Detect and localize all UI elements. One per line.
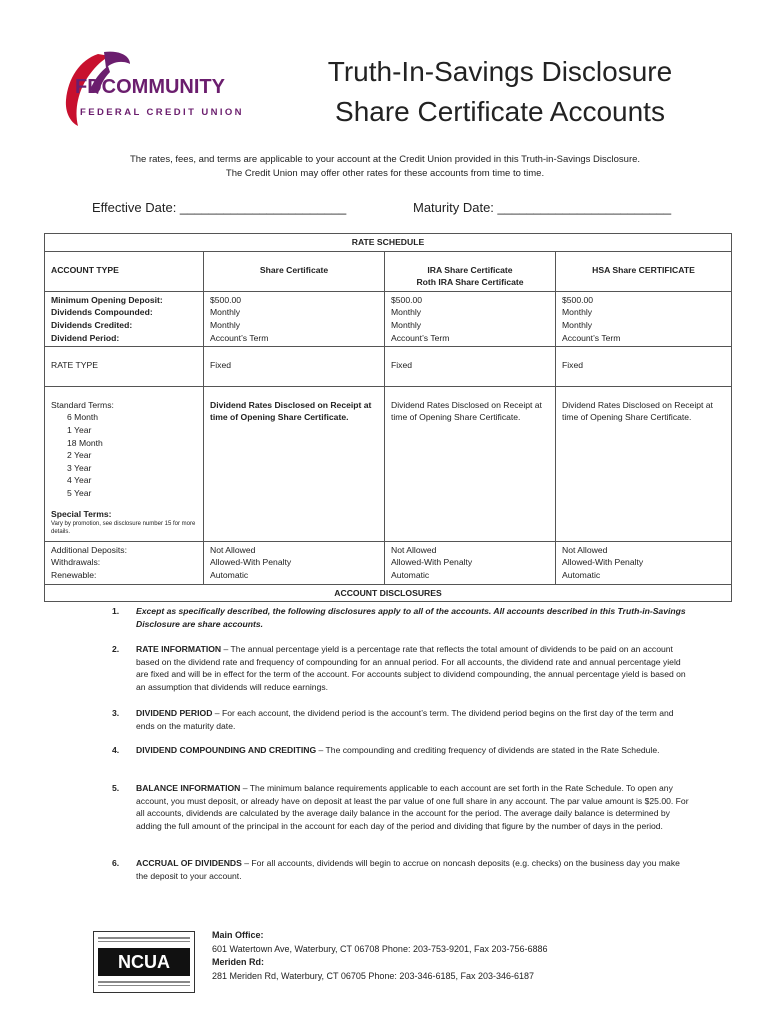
hsa-compounded: Monthly xyxy=(562,307,593,318)
col-ira-line-1: IRA Share Certificate xyxy=(427,264,513,275)
account-type-label: ACCOUNT TYPE xyxy=(45,251,204,291)
rate-type-label: RATE TYPE xyxy=(45,347,204,387)
ncua-logo-text: NCUA xyxy=(98,948,190,976)
main-office-label: Main Office: xyxy=(212,930,264,940)
standard-terms-cell xyxy=(45,386,204,541)
disclosure-number: 3. xyxy=(112,708,120,718)
col-hsa-certificate: HSA Share CERTIFICATE xyxy=(556,251,732,291)
ira-period: Account’s Term xyxy=(391,332,450,343)
disclosure-heading: BALANCE INFORMATION xyxy=(136,783,241,793)
hsa-renewable: Automatic xyxy=(562,569,601,580)
intro-text xyxy=(40,153,730,181)
compounded-label: Dividends Compounded: xyxy=(51,307,153,318)
disclosure-number: 4. xyxy=(112,745,120,755)
standard-terms-label: Standard Terms: xyxy=(51,399,114,410)
ira-compounded: Monthly xyxy=(391,307,422,318)
credited-label: Dividends Credited: xyxy=(51,319,133,330)
hsa-terms-values xyxy=(556,291,732,346)
min-deposit-label: Minimum Opening Deposit: xyxy=(51,294,163,305)
share-compounded: Monthly xyxy=(210,307,241,318)
renewable-label: Renewable: xyxy=(51,569,97,580)
disclosure-number: 5. xyxy=(112,783,120,793)
page-title xyxy=(300,52,700,132)
disclosure-text xyxy=(136,744,692,757)
office-addresses xyxy=(212,929,548,983)
disclosure-item-1 xyxy=(112,605,692,633)
table-row xyxy=(45,234,732,252)
term-item: 5 Year xyxy=(67,487,92,498)
rate-schedule-title: RATE SCHEDULE xyxy=(45,234,732,252)
ncua-badge xyxy=(93,931,195,993)
share-renewable: Automatic xyxy=(210,569,249,580)
disclosure-body: – For all accounts, dividends will begin to accrue on noncash deposits (e.g. checks) on the business day you make the deposit to your account. xyxy=(136,858,680,881)
ira-min-deposit: $500.00 xyxy=(391,294,423,305)
hsa-min-deposit: $500.00 xyxy=(562,294,594,305)
term-item: 2 Year xyxy=(67,450,92,461)
meriden-address: 281 Meriden Rd, Waterbury, CT 06705 Phone: 203-346-6185, Fax 203-346-6187 xyxy=(212,970,535,981)
share-min-deposit: $500.00 xyxy=(210,294,242,305)
hsa-credited: Monthly xyxy=(562,319,593,330)
disclosure-text xyxy=(136,707,692,732)
terms-labels xyxy=(45,291,204,346)
disclosure-heading: RATE INFORMATION xyxy=(136,644,222,654)
disclosure-body: – The annual percentage yield is a percentage rate that reflects the total amount of dividends to be paid on an account based on the dividend rate and frequency of compounding for an annual period. For all accounts, the dividend rate and annual percentage yield are fixed and will be in effect for the term of the account. For accounts subject to dividend compounding, the annual percentage yield is based on an assumption that dividends will reduce earnings. xyxy=(136,644,686,692)
logo-wordmark: FDCOMMUNITY xyxy=(75,76,225,98)
ncua-fine-print-bottom xyxy=(98,979,190,989)
table-row xyxy=(45,251,732,291)
account-disclosures-title: ACCOUNT DISCLOSURES xyxy=(45,584,732,602)
term-item: 3 Year xyxy=(67,462,92,473)
table-row xyxy=(45,584,732,602)
disclosure-item-2 xyxy=(112,643,692,698)
logo-subtitle: FEDERAL CREDIT UNION xyxy=(80,107,244,118)
disclosure-body: – The compounding and crediting frequency of dividends are stated in the Rate Schedule. xyxy=(316,745,660,755)
disclosure-text xyxy=(136,782,692,832)
main-office-address: 601 Watertown Ave, Waterbury, CT 06708 Phone: 203-753-9201, Fax 203-756-6886 xyxy=(212,943,548,954)
rate-type-share: Fixed xyxy=(204,347,385,387)
feature-hsa xyxy=(556,541,732,584)
ira-withdrawals: Allowed-With Penalty xyxy=(391,557,473,568)
share-additional-deposits: Not Allowed xyxy=(210,544,256,555)
maturity-date-field: Maturity Date: ________________________ xyxy=(413,200,672,215)
meriden-label: Meriden Rd: xyxy=(212,957,265,967)
hsa-additional-deposits: Not Allowed xyxy=(562,544,608,555)
withdrawals-label: Withdrawals: xyxy=(51,557,101,568)
disclosure-heading: ACCRUAL OF DIVIDENDS xyxy=(136,858,242,868)
ira-additional-deposits: Not Allowed xyxy=(391,544,437,555)
disclosure-text xyxy=(136,643,692,693)
table-row xyxy=(45,347,732,387)
dividend-note-ira: Dividend Rates Disclosed on Receipt at time of Opening Share Certificate. xyxy=(385,386,556,541)
disclosure-text: Except as specifically described, the following disclosures apply to all of the accounts. All accounts described in this Truth-in-Savings Disclosure are share accounts. xyxy=(136,606,686,629)
disclosure-item-3 xyxy=(112,707,692,735)
title-line-2: Share Certificate Accounts xyxy=(335,96,665,127)
additional-deposits-label: Additional Deposits: xyxy=(51,544,127,555)
disclosure-text xyxy=(136,857,692,882)
col-ira-line-2: Roth IRA Share Certificate xyxy=(416,277,524,288)
share-credited: Monthly xyxy=(210,319,241,330)
disclosure-item-6 xyxy=(112,857,692,885)
ira-credited: Monthly xyxy=(391,319,422,330)
intro-line-2: The Credit Union may offer other rates for these accounts from time to time. xyxy=(225,168,545,179)
rate-schedule-table xyxy=(44,233,732,602)
ncua-fine-print-top xyxy=(98,935,190,945)
disclosure-item-4 xyxy=(112,744,692,772)
dividend-note-share: Dividend Rates Disclosed on Receipt at time of Opening Share Certificate. xyxy=(204,386,385,541)
table-row xyxy=(45,541,732,584)
feature-share xyxy=(204,541,385,584)
share-terms-values xyxy=(204,291,385,346)
disclosure-number: 1. xyxy=(112,606,120,616)
special-terms-label: Special Terms: xyxy=(51,508,112,519)
disclosure-number: 2. xyxy=(112,644,120,654)
rate-type-hsa: Fixed xyxy=(556,347,732,387)
dividend-period-label: Dividend Period: xyxy=(51,332,120,343)
hsa-withdrawals: Allowed-With Penalty xyxy=(562,557,644,568)
disclosure-body: – The minimum balance requirements applicable to each account are set forth in the Rate Schedule. To open any account, you must deposit, or already have on deposit at least the par value of one full share in any account. The par value amount is $25.00. For all accounts, dividends are calculated by the average daily balance in the account for the period. The average daily balance is determined by adding the full amount of the principal in the account for each day of the period and dividing that figure by the number of days in the period. xyxy=(136,783,689,831)
share-withdrawals: Allowed-With Penalty xyxy=(210,557,292,568)
col-ira-certificate xyxy=(385,251,556,291)
ira-terms-values xyxy=(385,291,556,346)
term-item: 18 Month xyxy=(67,437,103,448)
term-item: 4 Year xyxy=(67,475,92,486)
special-terms-note: Vary by promotion, see disclosure number 15 for more details. xyxy=(51,521,196,536)
table-row xyxy=(45,386,732,541)
title-line-1: Truth-In-Savings Disclosure xyxy=(327,56,673,87)
disclosure-item-5 xyxy=(112,782,692,850)
term-item: 1 Year xyxy=(67,424,92,435)
share-period: Account’s Term xyxy=(210,332,269,343)
dividend-note-hsa: Dividend Rates Disclosed on Receipt at time of Opening Share Certificate. xyxy=(556,386,732,541)
ira-renewable: Automatic xyxy=(391,569,430,580)
term-item: 6 Month xyxy=(67,412,99,423)
disclosure-body: – For each account, the dividend period is the account’s term. The dividend period begins on the first day of the term and ends on the maturity date. xyxy=(136,708,674,731)
table-row xyxy=(45,291,732,346)
rate-type-ira: Fixed xyxy=(385,347,556,387)
disclosure-number: 6. xyxy=(112,858,120,868)
hsa-period: Account’s Term xyxy=(562,332,621,343)
disclosure-heading: DIVIDEND PERIOD xyxy=(136,708,213,718)
intro-line-1: The rates, fees, and terms are applicable to your account at the Credit Union provided in this Truth-in-Savings Disclosure. xyxy=(129,154,641,165)
disclosure-heading: DIVIDEND COMPOUNDING AND CREDITING xyxy=(136,745,317,755)
feature-labels xyxy=(45,541,204,584)
col-share-certificate: Share Certificate xyxy=(204,251,385,291)
effective-date-field: Effective Date: _______________________ xyxy=(92,200,347,215)
feature-ira xyxy=(385,541,556,584)
